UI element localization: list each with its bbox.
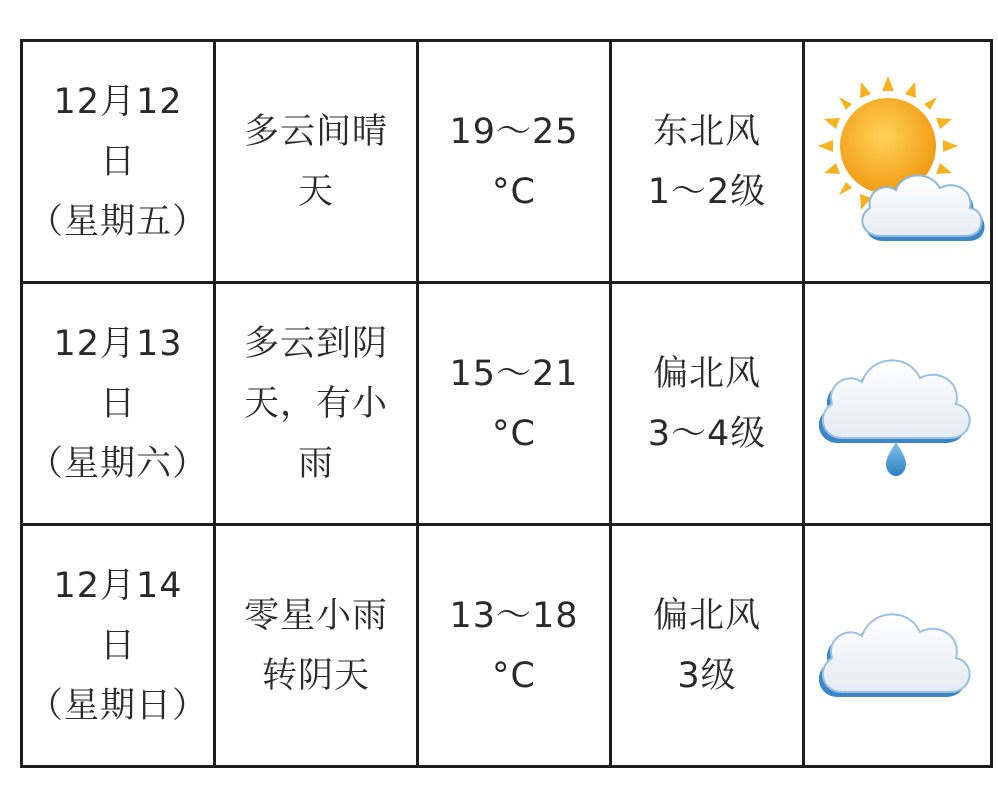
date-text: 12月13 日 （星期六）	[27, 323, 208, 484]
wind-text: 东北风 1～2级	[647, 111, 767, 212]
date-cell	[22, 283, 215, 525]
temperature-cell	[418, 283, 611, 525]
wind-text: 偏北风 3级	[652, 595, 761, 696]
table-row	[22, 41, 992, 283]
cloud-with-raindrop-icon	[810, 316, 985, 491]
weather-text: 多云间晴 天	[243, 111, 388, 212]
icon-cell	[804, 41, 992, 283]
date-text: 12月12 日 （星期五）	[27, 81, 208, 242]
date-cell	[22, 525, 215, 767]
wind-cell	[611, 283, 804, 525]
weather-text: 多云到阴 天，有小 雨	[243, 323, 388, 484]
wind-cell	[611, 41, 804, 283]
table-row	[22, 525, 992, 767]
weather-text: 零星小雨 转阴天	[243, 595, 388, 696]
wind-cell	[611, 525, 804, 767]
weather-cell	[215, 41, 418, 283]
weather-forecast-table	[20, 39, 993, 768]
weather-cell	[215, 525, 418, 767]
temperature-text: 13～18 °C	[449, 595, 579, 696]
cloud-icon	[810, 558, 985, 733]
temperature-text: 19～25 °C	[449, 111, 579, 212]
temperature-text: 15～21 °C	[449, 353, 579, 454]
temperature-cell	[418, 525, 611, 767]
date-text: 12月14 日 （星期日）	[27, 565, 208, 726]
sun-behind-cloud-icon	[810, 74, 985, 249]
icon-cell	[804, 525, 992, 767]
table-row	[22, 283, 992, 525]
wind-text: 偏北风 3～4级	[647, 353, 767, 454]
temperature-cell	[418, 41, 611, 283]
weather-cell	[215, 283, 418, 525]
date-cell	[22, 41, 215, 283]
icon-cell	[804, 283, 992, 525]
